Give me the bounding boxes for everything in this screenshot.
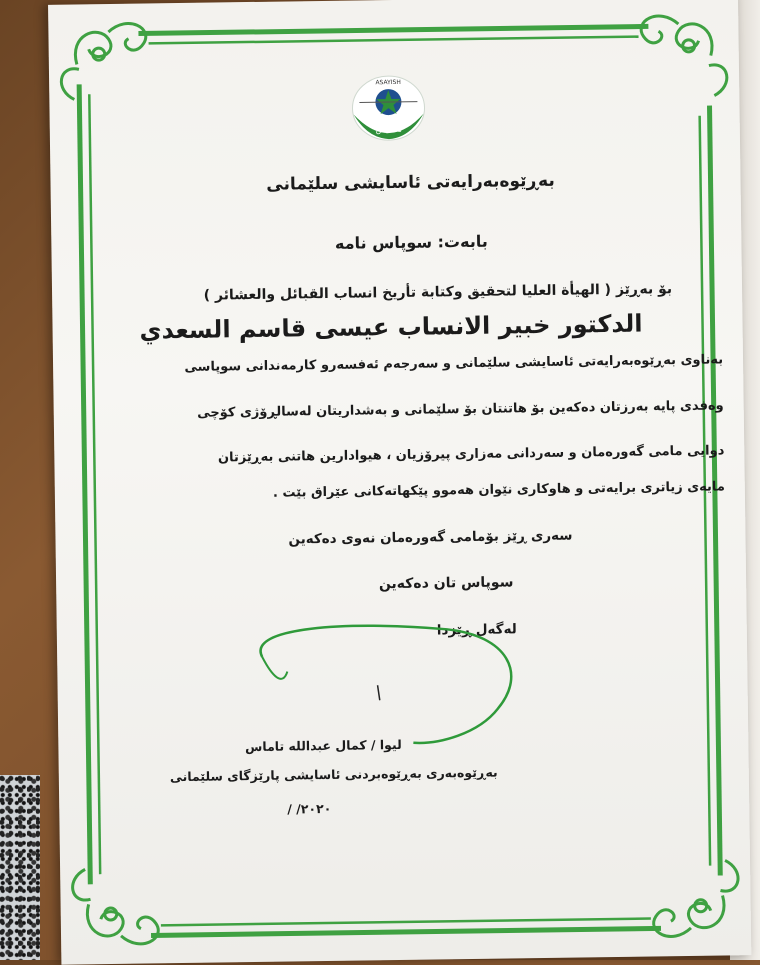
asayish-logo bbox=[349, 72, 428, 143]
granite-surface bbox=[0, 775, 40, 960]
closing-line-2: سوپاس تان دەکەین bbox=[378, 574, 514, 593]
corner-ornament-top-right bbox=[641, 15, 727, 96]
page-title: بەڕێوەبەرایەتی ئاسایشی سلێمانی bbox=[266, 170, 555, 195]
date-line: / /٢٠٢٠ bbox=[287, 800, 332, 817]
signer-name: لیوا / کمال عبدالله تاماس bbox=[244, 736, 402, 755]
logo-top-text: ASAYISH bbox=[375, 78, 401, 87]
corner-ornament-bottom-left bbox=[72, 868, 158, 944]
handwritten-signature bbox=[227, 613, 549, 757]
closing-line-1: سەری ڕێز بۆمامی گەورەمان نەوی دەکەین bbox=[288, 527, 573, 548]
signer-title: بەڕێوەبەری بەڕێوەبردنی ئاسایشی پارێزگای سلێمانی bbox=[169, 764, 498, 785]
body-line: بەناوی بەڕێوەبەرایەتی ئاسایشی سلێمانی و سەرجەم ئەفسەرو کارمەندانی سوپاسی bbox=[184, 352, 724, 375]
body-line: دوایی مامی گەورەمان و سەردانی مەزاری پیرۆزیان ، هیوادارین هاتنی بەڕێزتان bbox=[217, 443, 725, 466]
certificate-paper bbox=[48, 0, 751, 965]
logo-bottom-text: ئاسایش bbox=[375, 124, 402, 135]
subject-line: بابەت: سوپاس نامە bbox=[334, 231, 488, 253]
corner-ornament-top-left bbox=[61, 23, 147, 99]
corner-ornament-bottom-right bbox=[653, 860, 739, 936]
recipient-name: الدكتور خبير الانساب عيسى قاسم السعدي bbox=[139, 309, 643, 345]
body-line: مایەی زیاتری برایەتی و هاوکاری نێوان هەموو پێکهاتەکانی عێراق بێت . bbox=[272, 479, 725, 501]
recipient-line: بۆ بەڕێز ( الهيأة العليا لتحقيق وكتابة تأريخ انساب القبائل والعشائر ) bbox=[203, 281, 673, 304]
regards-line: لەگەل ڕێزدا bbox=[436, 621, 517, 639]
body-line: وەفدی پایە بەرزتان دەکەین بۆ هاتنتان بۆ سلێمانی و بەشداریتان لەسالڕۆژی کۆچی bbox=[197, 398, 724, 421]
